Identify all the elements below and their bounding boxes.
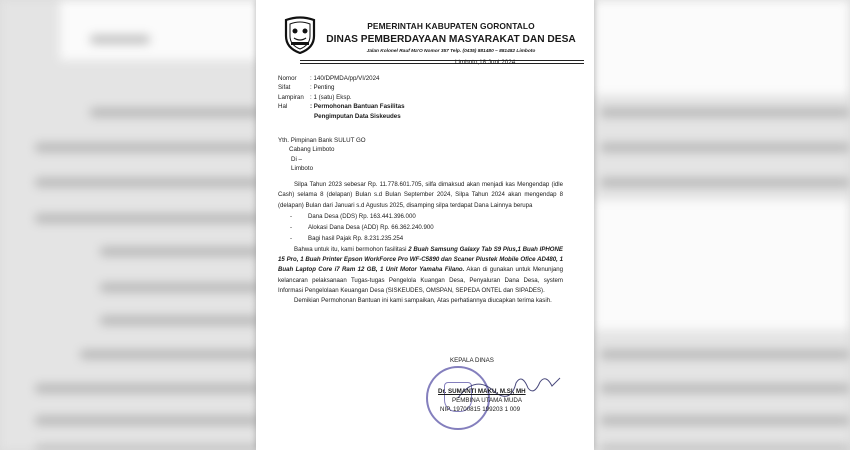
- meta-row-lampiran: [278, 93, 407, 102]
- meta-value: [310, 102, 407, 121]
- letter-date: Limboto,18 Juni 2024: [455, 59, 516, 66]
- meta-value: : 140/DPMDA/pp/VI/2024: [310, 75, 380, 82]
- regency-crest-icon: [282, 16, 318, 54]
- fund-item: - Alokasi Dana Desa (ADD) Rp. 66.362.240.900: [278, 223, 563, 234]
- recipient-branch: Cabang Limboto: [289, 146, 335, 154]
- meta-row-sifat: [278, 83, 407, 92]
- letterhead-government: PEMERINTAH KABUPATEN GORONTALO: [367, 21, 535, 31]
- letterhead-divider: [300, 60, 584, 64]
- letterhead-address: Jalan Kolonel Rauf Ma'O Nomor 357 Telp. (0435) 881480 – 881482 Limboto: [366, 48, 536, 54]
- recipient-city: Limboto: [291, 164, 314, 172]
- subject-line-1: : Permohonan Bantuan Fasilitas: [310, 103, 405, 111]
- fund-list: [278, 212, 563, 245]
- requested-items: 2 Buah Samsung Galaxy Tab S9 Plus,1 Buah IPHONE 15 Pro, 1 Buah Printer Epson WorkForce Pro WF-C5890 dan Scaner Plustek Mobile Ofice AD480, 1 Buah Laptop Core i7 Ram 12 GB, 1 Unit Motor Yamaha Filano.: [278, 245, 563, 274]
- letter-body: [278, 180, 563, 306]
- meta-label: Sifat: [278, 84, 291, 92]
- recipient-name: Yth. Pimpinan Bank SULUT GO: [278, 137, 366, 144]
- letter-page: [256, 0, 594, 450]
- fund-item: - Dana Desa (DDS) Rp. 163.441.396.000: [278, 212, 563, 223]
- paragraph-closing: Demikian Permohonan Bantuan ini kami sampaikan, Atas perhatiannya diucapkan terima kasih.: [294, 297, 552, 305]
- recipient-di: Di –: [291, 155, 303, 163]
- meta-value: : 1 (satu) Eksp.: [310, 93, 352, 101]
- signatory-nip: NIP. 19700815 199203 1 009: [440, 406, 521, 413]
- subject-line-2: Pengimputan Data Siskeudes: [314, 112, 401, 120]
- meta-value: : Penting: [310, 84, 335, 92]
- paragraph-silpa: Silpa Tahun 2023 sebesar Rp. 11.778.601.705, silfa dimaksud akan menjadi kas Mengendap (idle Cash) selama 8 (delapan) Bulan s.d Bulan September 2024, Silpa Tahun 2024 akan mengendap 8 (delapan) Bulan dari Januari s.d Agustus 2025, disamping silpa terdapat Dana Lainnya berupa: [278, 181, 563, 209]
- request-lead: Bahwa untuk itu, kami bermohon fasilitasi: [294, 245, 409, 253]
- letterhead-agency: DINAS PEMBERDAYAAN MASYARAKAT DAN DESA: [326, 33, 576, 45]
- signatory-name: Dr. SUMANTI MAKU, M.SI, MH: [438, 388, 526, 395]
- fund-item: - Bagi hasil Pajak Rp. 8.231.235.254: [278, 234, 563, 245]
- signature-block: [438, 356, 568, 414]
- letterhead: [272, 12, 582, 58]
- signatory-rank: PEMBINA UTAMA MUDA: [452, 397, 523, 404]
- signatory-title: KEPALA DINAS: [450, 357, 494, 364]
- letter-meta: [278, 74, 407, 121]
- meta-row-nomor: [278, 74, 407, 83]
- meta-row-hal: [278, 102, 407, 121]
- meta-label: Lampiran: [278, 93, 304, 101]
- recipient-block: [278, 136, 366, 173]
- request-purpose: Akan di gunakan untuk Menunjang kelancaran pelaksanaan Tugas-tugas Pengelola Kuangan Desa, Penyaluran Dana Desa, system Informasi Pengelolaan Keuangan Desa (SISKEUDES, OMSPAN, SEPEDA ONTEL dan SIPADES).: [278, 266, 564, 294]
- meta-label: Hal: [278, 103, 288, 111]
- meta-label: Nomor: [278, 75, 297, 82]
- paragraph-request: [278, 245, 563, 296]
